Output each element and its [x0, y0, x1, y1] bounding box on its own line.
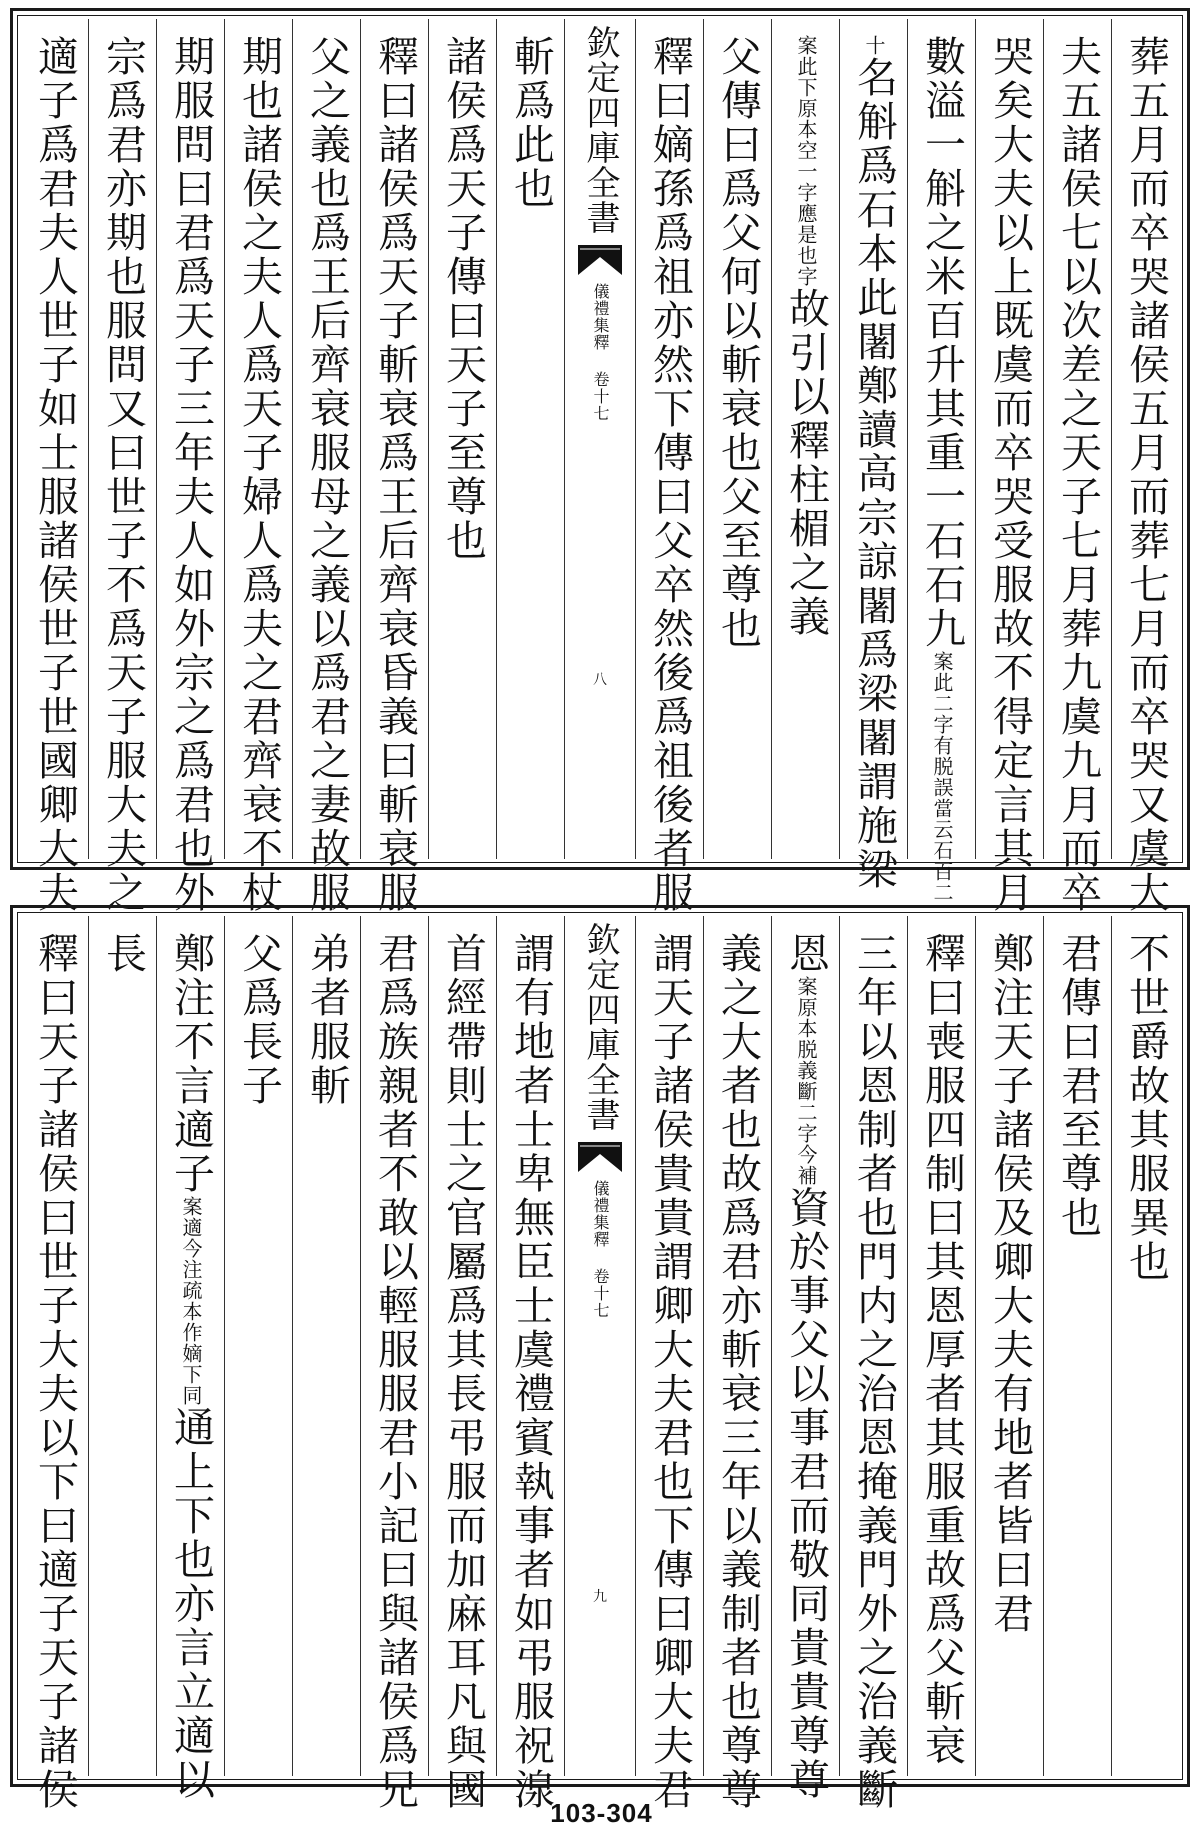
text-column: 君傳曰君至尊也	[1054, 932, 1102, 1240]
text-column: 哭矣大夫以上既虞而卒哭受服故不得定言其月	[986, 35, 1034, 915]
main-text: 數溢一斛之米百升其重一石石九	[918, 35, 966, 651]
text-column: 十名斛爲石本此闍鄭讀高宗諒闍爲梁闍謂施梁	[850, 35, 898, 892]
text-column: 君爲族親者不敢以輕服服君小記曰與諸侯爲兄	[371, 932, 419, 1812]
page-center-margin	[565, 916, 635, 1776]
fish-tail-icon	[578, 245, 622, 275]
annotation-note: 案原本脱義 斷二字今補	[794, 976, 818, 1186]
page-number: 九	[593, 1589, 607, 1605]
volume-label: 儀禮集釋 卷十七	[591, 1180, 610, 1319]
text-column: 鄭注不言適子 案適今注疏 本作嫡下同 通上下也亦言立適以	[167, 932, 215, 1802]
text-column: 謂有地者士卑無臣士虞禮賓執事者如弔服祝湶	[507, 932, 555, 1812]
text-column: 釋曰喪服四制曰其恩厚者其服重故爲父斬衰	[918, 932, 966, 1768]
text-column: 弟者服斬	[303, 932, 351, 1108]
annotation-note: 案此二字有脱 誤當云石百二	[930, 651, 954, 903]
text-column	[918, 19, 966, 903]
text-column: 夫五諸侯七以次差之天子七月葬九虞九月而卒	[1054, 35, 1102, 915]
page-center-margin	[565, 19, 635, 859]
text-column: 期服問曰君爲天子三年夫人如外宗之爲君也外	[167, 35, 215, 915]
text-column: 謂天子諸侯貴貴謂卿大夫君也下傳曰卿大夫君	[646, 932, 694, 1812]
page-footer-number: 103-304	[550, 1798, 653, 1828]
text-column: 葬五月而卒哭諸侯五月而葬七月而卒哭又虞大	[1122, 35, 1170, 915]
text-column: 父傳曰爲父何以斬衰也父至尊也	[714, 35, 762, 651]
text-column: 案此下原本空 一字應是也字 故引以釋柱楣之義	[782, 35, 830, 639]
page-number: 八	[593, 672, 607, 688]
lower-page	[10, 905, 1190, 1812]
text-column: 首經帶則士之官屬爲其長弔服而加麻耳凡與國	[439, 932, 487, 1812]
volume-label: 儀禮集釋 卷十七	[591, 283, 610, 422]
text-column: 長	[99, 932, 147, 976]
upper-page	[10, 8, 1190, 915]
text-column: 不世爵故其服異也	[1122, 932, 1170, 1284]
text-column: 斬爲此也	[507, 35, 555, 211]
annotation-note: 案此下原本空 一字應是也字	[794, 35, 818, 287]
text-column: 釋曰諸侯爲天子斬衰爲王后齊衰昏義曰斬衰服	[371, 35, 419, 915]
text-column: 父之義也爲王后齊衰服母之義以爲君之妻故服	[303, 35, 351, 915]
text-column: 鄭注天子諸侯及卿大夫有地者皆曰君	[986, 932, 1034, 1636]
text-column: 三年以恩制者也門内之治恩掩義門外之治義斷	[850, 932, 898, 1812]
text-column: 父爲長子	[235, 932, 283, 1108]
text-column: 釋曰天子諸侯曰世子大夫以下曰適子天子諸侯	[31, 932, 79, 1812]
text-column: 諸侯爲天子傳曰天子至尊也	[439, 35, 487, 563]
text-column: 適子爲君夫人世子如士服諸侯世子世國卿大夫	[31, 35, 79, 915]
annotation-note: 案適今注疏 本作嫡下同	[179, 1196, 203, 1406]
text-column: 釋曰嫡孫爲祖亦然下傳曰父卒然後爲祖後者服	[646, 35, 694, 915]
fish-tail-icon	[578, 1142, 622, 1172]
text-column: 期也諸侯之夫人爲天子婦人爲夫之君齊衰不杖	[235, 35, 283, 915]
book-title: 欽定四庫全書	[580, 922, 620, 1132]
text-column: 宗爲君亦期也服問又曰世子不爲天子服大夫之	[99, 35, 147, 915]
book-title: 欽定四庫全書	[580, 25, 620, 235]
text-column: 義之大者也故爲君亦斬衰三年以義制者也尊尊	[714, 932, 762, 1812]
text-column: 恩 案原本脱義 斷二字今補 資於事父以事君而敬同貴貴尊尊	[782, 932, 830, 1802]
